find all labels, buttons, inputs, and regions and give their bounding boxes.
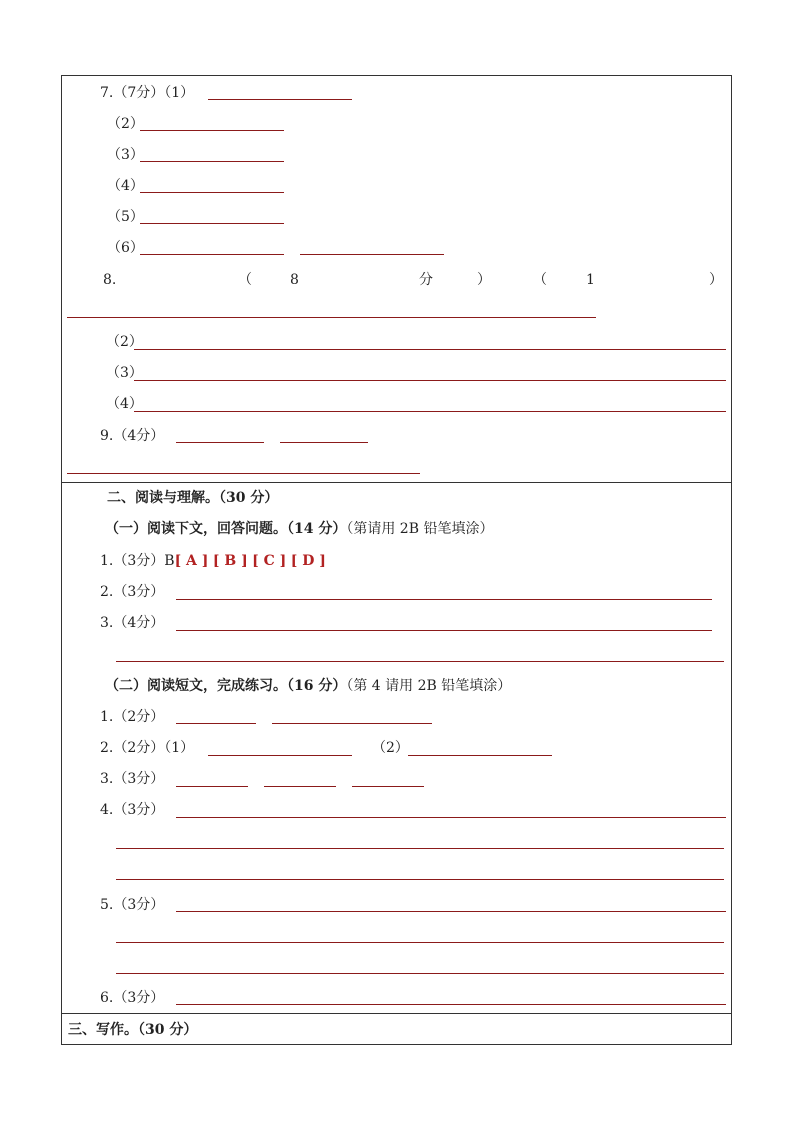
q8-4-answer-line[interactable] [134,411,726,412]
q8-3-label: （3） [106,365,143,381]
s2-q5-answer-line-a[interactable] [176,911,726,912]
q7-3-label: （3） [107,147,144,163]
q7-4-answer-line[interactable] [140,192,284,193]
q8-paren-open: （ [238,272,252,288]
s2-q1-label: 1.（2分） [100,709,165,725]
q7-5-answer-line[interactable] [140,223,284,224]
q8-paren-open-2: （ [533,272,547,288]
s1-q3-answer-line-b[interactable] [116,661,724,662]
q7-6-answer-line-a[interactable] [140,254,284,255]
s2-q3-answer-line-b[interactable] [264,786,336,787]
s2-q2-2-answer-line[interactable] [408,755,552,756]
section1-note: （第请用 2B 铅笔填涂） [346,521,494,537]
section2-note: （第 4 请用 2B 铅笔填涂） [346,678,512,694]
s2-q6-label: 6.（3分） [100,990,165,1006]
q8-paren-close-2: ） [709,272,723,288]
q9-answer-line-c[interactable] [67,473,420,474]
section1-title: （一）阅读下文，回答问题。（14 分） [105,521,347,537]
q7-6-answer-line-b[interactable] [300,254,444,255]
s1-q1-label: 1.（3分）B [100,553,175,569]
s1-q3-answer-line-a[interactable] [176,630,712,631]
s2-q4-answer-line-c[interactable] [116,879,724,880]
q7-4-label: （4） [107,178,144,194]
s2-q2-2-label: （2） [372,740,409,756]
q8-1-answer-line[interactable] [67,317,596,318]
s2-q4-answer-line-a[interactable] [176,817,726,818]
q7-5-label: （5） [107,209,144,225]
s2-q4-label: 4.（3分） [100,802,165,818]
q7-2-answer-line[interactable] [140,130,284,131]
choice-a[interactable]: [ A ] [174,553,209,569]
q7-3-answer-line[interactable] [140,161,284,162]
q8-sub-number: 1 [586,272,595,288]
section2-heading [105,677,511,695]
q8-2-label: （2） [106,334,143,350]
s2-q3-label: 3.（3分） [100,771,165,787]
q9-label: 9.（4分） [100,428,165,444]
q9-answer-line-a[interactable] [176,442,264,443]
s2-q1-answer-line-a[interactable] [176,723,256,724]
s2-q3-answer-line-c[interactable] [352,786,424,787]
choice-b[interactable]: [ B ] [212,553,248,569]
s2-q4-answer-line-b[interactable] [116,848,724,849]
s1-q3-label: 3.（4分） [100,615,165,631]
choice-d[interactable]: [ D ] [290,553,326,569]
section1-heading [105,520,493,538]
section-divider [61,482,732,483]
q7-6-label: （6） [107,240,144,256]
q7-1-answer-line[interactable] [208,99,352,100]
q8-4-label: （4） [106,396,143,412]
q8-paren-close: ） [477,272,491,288]
q8-2-answer-line[interactable] [134,349,726,350]
q8-number: 8. [103,272,117,288]
q7-2-label: （2） [107,116,144,132]
section2-title: （二）阅读短文，完成练习。（16 分） [105,678,347,694]
q9-answer-line-b[interactable] [280,442,368,443]
s2-q5-label: 5.（3分） [100,897,165,913]
q8-3-answer-line[interactable] [134,380,726,381]
s2-q6-answer-line[interactable] [176,1004,726,1005]
s2-q1-answer-line-b[interactable] [272,723,432,724]
s1-q2-label: 2.（3分） [100,584,165,600]
s2-q5-answer-line-b[interactable] [116,942,724,943]
choice-c[interactable]: [ C ] [252,553,287,569]
part3-title: 三、写作。（30 分） [68,1022,198,1038]
s2-q5-answer-line-c[interactable] [116,973,724,974]
s2-q3-answer-line-a[interactable] [176,786,248,787]
section-divider [61,1013,732,1014]
s2-q2-label: 2.（2分）（1） [100,740,195,756]
q8-score: 8 [290,272,299,288]
s1-q2-answer-line[interactable] [176,599,712,600]
s2-q2-1-answer-line[interactable] [208,755,352,756]
q7-label: 7.（7分）（1） [100,85,195,101]
q8-score-unit: 分 [419,272,433,288]
s1-q1-row [100,552,326,570]
part2-title: 二、阅读与理解。（30 分） [107,490,279,506]
